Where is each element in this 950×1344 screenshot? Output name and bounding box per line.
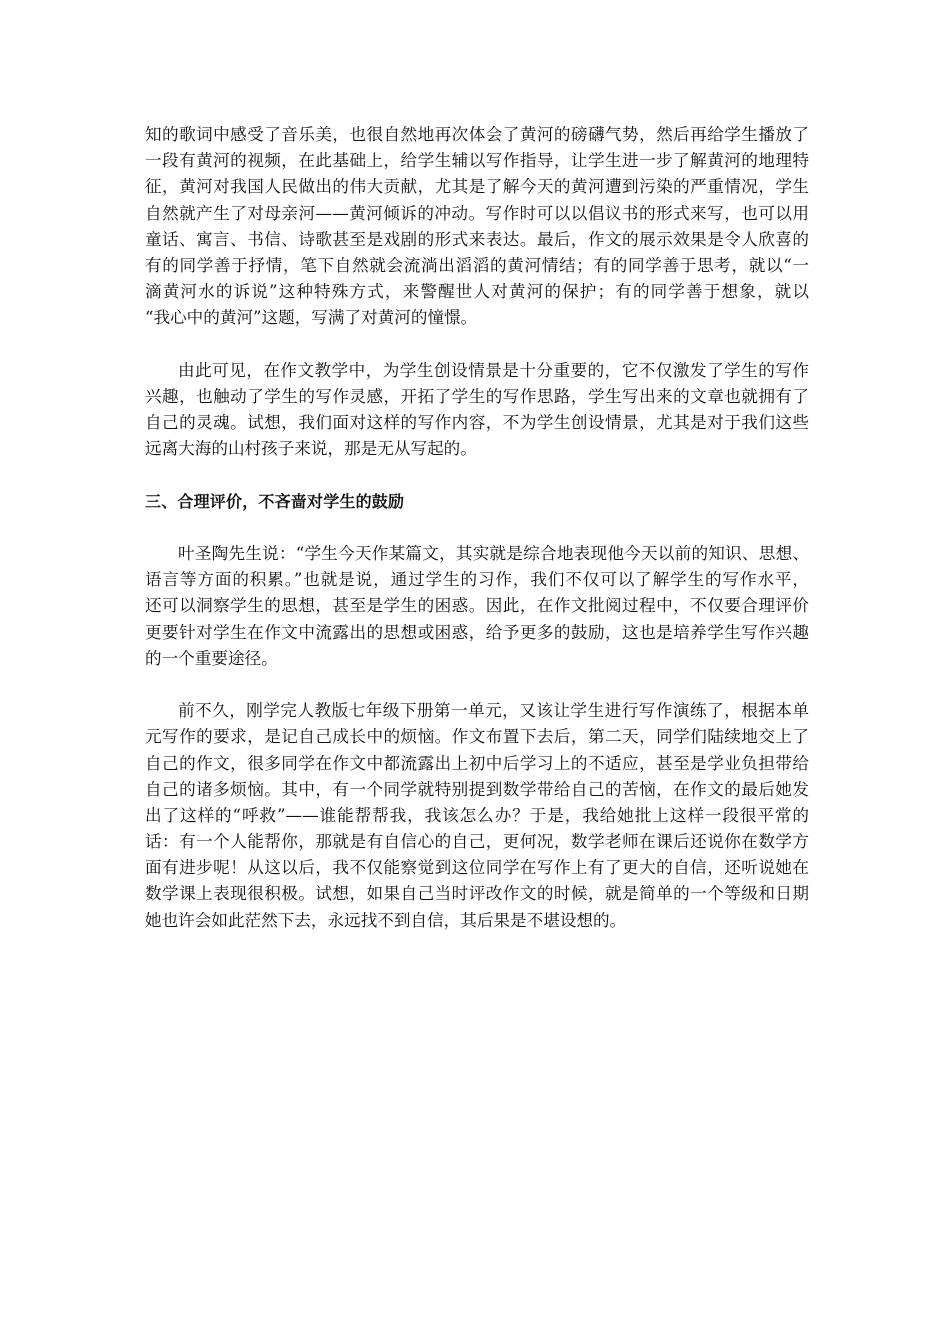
- paragraph-3-line: 的一个重要途径。: [145, 648, 278, 668]
- document-body: [145, 122, 809, 934]
- paragraph-1-line: 有的同学善于抒情，笔下自然就会流淌出滔滔的黄河情结；有的同学善于思考，就以“一: [145, 255, 809, 275]
- paragraph-1-line: 童话、寓言、书信、诗歌甚至是戏剧的形式来表达。最后，作文的展示效果是令人欣喜的: [145, 229, 809, 249]
- paragraph-2-line: 远离大海的山村孩子来说，那是无从写起的。: [145, 439, 477, 459]
- paragraph-1-line: 知的歌词中感受了音乐美，也很自然地再次体会了黄河的磅礴气势，然后再给学生播放了: [145, 125, 809, 144]
- paragraph-4-line: 元写作的要求，是记自己成长中的烦恼。作文布置下去后，第二天，同学们陆续地交上了: [145, 727, 809, 747]
- paragraph-1-line: 征，黄河对我国人民做出的伟大贡献，尤其是了解今天的黄河遭到污染的严重情况，学生: [145, 177, 809, 197]
- paragraph-3-line: 叶圣陶先生说：“学生今天作某篇文，其实就是综合地表现他今天以前的知识、思想、: [178, 544, 809, 563]
- paragraph-4-line: 面有进步呢！从这以后，我不仅能察觉到这位同学在写作上有了更大的自信，还听说她在: [145, 858, 809, 878]
- paragraph-2-line: 自己的灵魂。试想，我们面对这样的写作内容，不为学生创设情景，尤其是对于我们这些: [145, 413, 809, 433]
- paragraph-3-line: 更要针对学生在作文中流露出的思想或困惑，给予更多的鼓励，这也是培养学生写作兴趣: [145, 622, 809, 642]
- paragraph-1-line: 滴黄河水的诉说”这种特殊方式，来警醒世人对黄河的保护；有的同学善于想象，就以: [145, 282, 809, 302]
- paragraph-4-line: 她也许会如此茫然下去，永远找不到自信，其后果是不堪设想的。: [145, 910, 627, 930]
- paragraph-spacer: [145, 515, 809, 541]
- paragraph-3-line: 还可以洞察学生的思想，甚至是学生的困惑。因此，在作文批阅过程中，不仅要合理评价: [145, 596, 809, 616]
- paragraph-3: [145, 541, 809, 672]
- paragraph-4-line: 自己的诸多烦恼。其中，有一个同学就特别提到数学带给自己的苦恼，在作文的最后她发: [145, 779, 809, 799]
- paragraph-2-line: 兴趣，也触动了学生的写作灵感，开拓了学生的写作思路，学生写出来的文章也就拥有了: [145, 386, 809, 406]
- paragraph-2: [145, 358, 809, 463]
- paragraph-spacer: [145, 672, 809, 698]
- paragraph-1-line: 一段有黄河的视频，在此基础上，给学生辅以写作指导，让学生进一步了解黄河的地理特: [145, 151, 809, 171]
- paragraph-1: [145, 122, 809, 332]
- paragraph-4-line: 出了这样的“呼救”——谁能帮帮我，我该怎么办？于是，我给她批上这样一段很平常的: [145, 805, 809, 825]
- paragraph-4-line: 话：有一个人能帮你，那就是有自信心的自己，更何况，数学老师在课后还说你在数学方: [145, 832, 809, 852]
- paragraph-1-line: 自然就产生了对母亲河——黄河倾诉的冲动。写作时可以以倡议书的形式来写，也可以用: [145, 203, 809, 223]
- paragraph-spacer: [145, 462, 809, 488]
- paragraph-4-line: 自己的作文，很多同学在作文中都流露出上初中后学习上的不适应，甚至是学业负担带给: [145, 753, 809, 773]
- paragraph-1-line: “我心中的黄河”这题，写满了对黄河的憧憬。: [145, 308, 478, 328]
- paragraph-4: [145, 698, 809, 934]
- paragraph-spacer: [145, 332, 809, 358]
- paragraph-3-line: 语言等方面的积累。”也就是说，通过学生的习作，我们不仅可以了解学生的写作水平，: [145, 570, 809, 590]
- paragraph-4-line: 数学课上表现很积极。试想，如果自己当时评改作文的时候，就是简单的一个等级和日期: [145, 884, 809, 904]
- section-heading: 三、合理评价，不吝啬对学生的鼓励: [145, 491, 405, 511]
- paragraph-4-line: 前不久，刚学完人教版七年级下册第一单元，又该让学生进行写作演练了，根据本单: [178, 701, 809, 721]
- paragraph-2-line: 由此可见，在作文教学中，为学生创设情景是十分重要的，它不仅激发了学生的写作: [178, 360, 809, 380]
